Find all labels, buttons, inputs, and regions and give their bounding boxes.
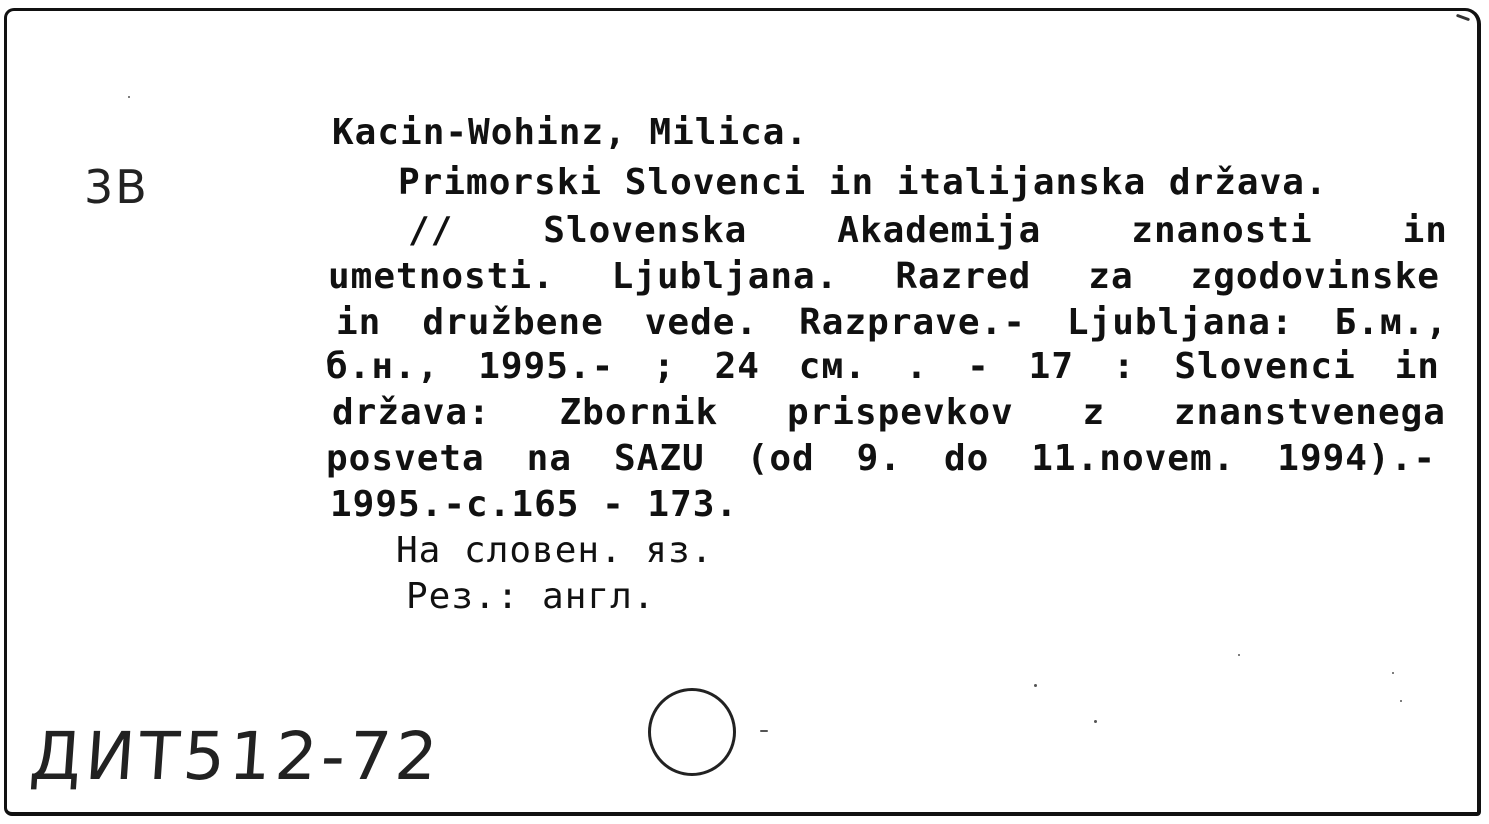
- body-word: in: [1394, 346, 1440, 387]
- body-word: .: [905, 346, 929, 387]
- body-line-1: [408, 210, 1448, 251]
- dust-speck: [1392, 672, 1394, 674]
- dust-speck: [1094, 720, 1097, 723]
- body-word: 1994).-: [1277, 438, 1436, 479]
- body-word: in: [336, 302, 382, 343]
- dust-speck: [1238, 654, 1240, 656]
- dust-speck: [1400, 700, 1402, 702]
- body-line-5: [332, 392, 1446, 433]
- pages-line: 1995.-с.165 - 173.: [330, 484, 739, 525]
- body-line-6: [326, 438, 1436, 479]
- body-word: 17: [1028, 346, 1075, 387]
- body-word: za: [1088, 256, 1134, 297]
- body-word: SAZU: [613, 438, 705, 479]
- summary-note: Рез.: англ.: [406, 576, 656, 617]
- body-word: in: [1402, 210, 1448, 251]
- punch-hole: [648, 688, 736, 776]
- body-word: zgodovinske: [1190, 256, 1440, 297]
- body-word: Ljubljana.: [611, 256, 839, 297]
- dust-speck: [128, 96, 130, 98]
- body-line-4: [326, 346, 1440, 387]
- body-word: Razprave.-: [799, 302, 1026, 343]
- body-word: družbene: [422, 302, 604, 343]
- dust-speck: [1034, 684, 1037, 687]
- body-word: 24: [714, 346, 760, 387]
- language-note: На словен. яз.: [396, 530, 714, 571]
- body-word: -: [967, 346, 990, 387]
- shelfmark: 3В: [84, 160, 149, 214]
- body-word: prispevkov: [786, 392, 1014, 433]
- body-word: Akademija: [837, 210, 1042, 251]
- body-word: 11.novem.: [1031, 438, 1236, 479]
- body-word: Slovenci: [1174, 346, 1356, 387]
- dust-speck: [760, 730, 768, 732]
- body-word: posveta: [326, 438, 485, 479]
- body-word: 9.: [856, 438, 902, 479]
- title-line: Primorski Slovenci in italijanska država.: [398, 162, 1328, 203]
- body-word: Razred: [895, 256, 1032, 297]
- body-word: umetnosti.: [328, 256, 555, 297]
- body-word: б.н.,: [326, 346, 440, 387]
- inventory-number: ДИТ512-72: [27, 718, 444, 795]
- body-word: ;: [653, 346, 676, 387]
- body-word: Ljubljana:: [1066, 302, 1294, 343]
- body-word: vede.: [644, 302, 759, 343]
- body-word: 1995.-: [478, 346, 615, 387]
- body-line-2: [328, 256, 1440, 297]
- body-word: znanosti: [1131, 210, 1313, 251]
- body-word: //: [408, 210, 454, 251]
- body-word: (od: [746, 438, 815, 479]
- author-heading: Kacin-Wohinz, Milica.: [332, 112, 809, 153]
- body-word: država:: [332, 392, 491, 433]
- body-line-3: [336, 302, 1448, 343]
- body-word: z: [1082, 392, 1106, 433]
- body-word: :: [1112, 346, 1136, 387]
- body-word: Slovenska: [543, 210, 748, 251]
- body-word: znanstvenega: [1173, 392, 1446, 433]
- body-word: do: [943, 438, 990, 479]
- body-word: см.: [798, 346, 867, 387]
- body-word: Б.м.,: [1334, 302, 1448, 343]
- body-word: Zbornik: [559, 392, 719, 433]
- body-word: na: [526, 438, 573, 479]
